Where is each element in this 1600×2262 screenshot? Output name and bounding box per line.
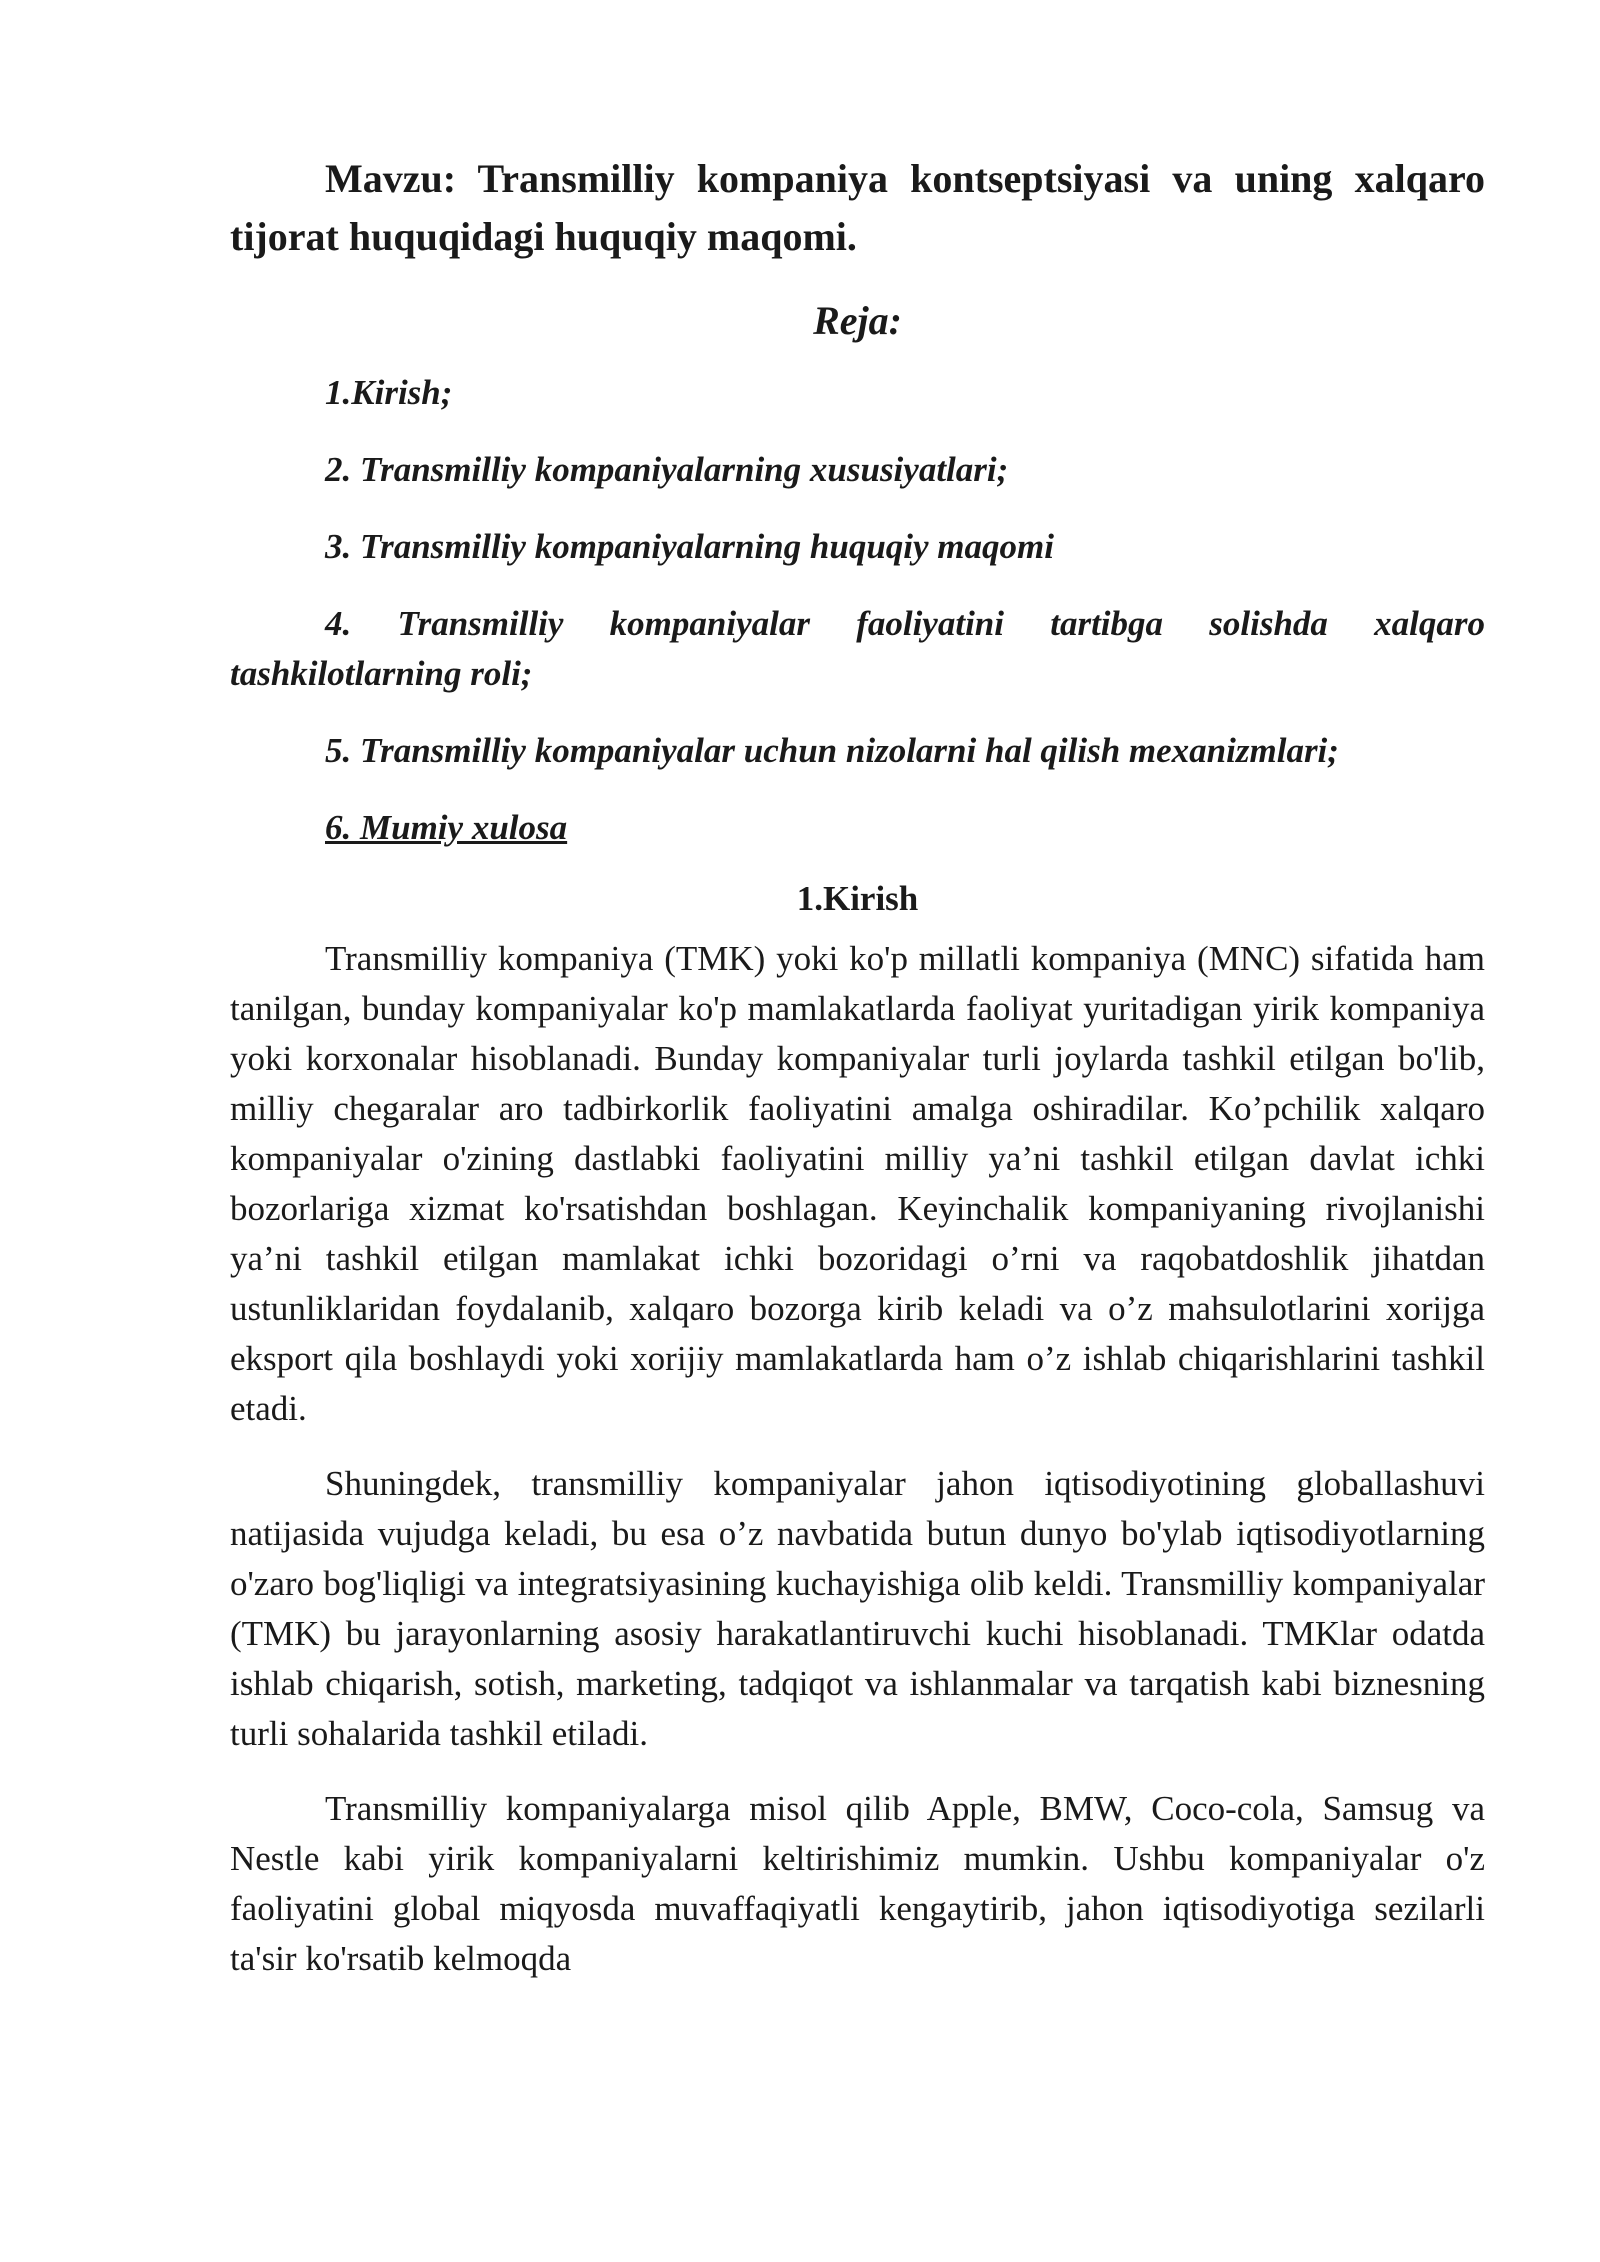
plan-item-introduction [230, 368, 1485, 418]
plan-list [230, 368, 1485, 853]
plan-item-dispute-resolution [230, 726, 1485, 776]
plan-item-legal-status [230, 522, 1485, 572]
document-page [230, 150, 1485, 2009]
plan-item-international-organizations [230, 599, 1485, 699]
document-title: Mavzu: Transmilliy kompaniya kontseptsiyasi va uning xalqaro tijorat huquqidagi huquqiy maqomi. [230, 156, 1485, 259]
plan-item-label: 5. Transmilliy kompaniyalar uchun nizolarni hal qilish mexanizmlari; [325, 731, 1339, 770]
section-heading: 1.Kirish [796, 879, 919, 918]
plan-item-features [230, 445, 1485, 495]
plan-item-label: 4. Transmilliy kompaniyalar faoliyatini tartibga solishda xalqaro tashkilotlarning roli; [230, 604, 1485, 693]
plan-item-conclusion [230, 803, 1485, 853]
plan-heading: Reja: [813, 298, 902, 343]
plan-item-label: 2. Transmilliy kompaniyalarning xususiyatlari; [325, 450, 1009, 489]
body-paragraph: Shuningdek, transmilliy kompaniyalar jahon iqtisodiyotining globallashuvi natijasida vujudga keladi, bu esa o’z navbatida butun dunyo bo'ylab iqtisodiyotlarning o'zaro bog'liqligi va integratsiyasining kuchayishiga olib keldi. Transmilliy kompaniyalar (TMK) bu jarayonlarning asosiy harakatlantiruvchi kuchi hisoblanadi. TMKlar odatda ishlab chiqarish, sotish, marketing, tadqiqot va ishlanmalar va tarqatish kabi biznesning turli sohalarida tashkil etiladi. [230, 1464, 1485, 1753]
plan-item-label: 3. Transmilliy kompaniyalarning huquqiy maqomi [325, 527, 1054, 566]
body-paragraph: Transmilliy kompaniya (TMK) yoki ko'p millatli kompaniya (MNC) sifatida ham tanilgan, bunday kompaniyalar ko'p mamlakatlarda faoliyat yuritadigan yirik kompaniya yoki korxonalar hisoblanadi. Bunday kompaniyalar turli joylarda tashkil etilgan bo'lib, milliy chegaralar aro tadbirkorlik faoliyatini amalga oshiradilar. Ko’pchilik xalqaro kompaniyalar o'zining dastlabki faoliyatini milliy ya’ni tashkil etilgan davlat ichki bozorlariga xizmat ko'rsatishdan boshlagan. Keyinchalik kompaniyaning rivojlanishi ya’ni tashkil etilgan mamlakat ichki bozoridagi o’rni va raqobatdoshlik jihatdan ustunliklaridan foydalanib, xalqaro bozorga kirib keladi va o’z mahsulotlarini xorijga eksport qila boshlaydi yoki xorijiy mamlakatlarda ham o’z ishlab chiqarishlarini tashkil etadi. [230, 939, 1485, 1428]
plan-item-label: 1.Kirish; [325, 373, 453, 412]
body-paragraph: Transmilliy kompaniyalarga misol qilib Apple, BMW, Coco-cola, Samsug va Nestle kabi yirik kompaniyalarni keltirishimiz mumkin. Ushbu kompaniyalar o'z faoliyatini global miqyosda muvaffaqiyatli kengaytirib, jahon iqtisodiyotiga sezilarli ta'sir ko'rsatib kelmoqda [230, 1789, 1485, 1978]
plan-item-label: 6. Mumiy xulosa [325, 808, 568, 847]
